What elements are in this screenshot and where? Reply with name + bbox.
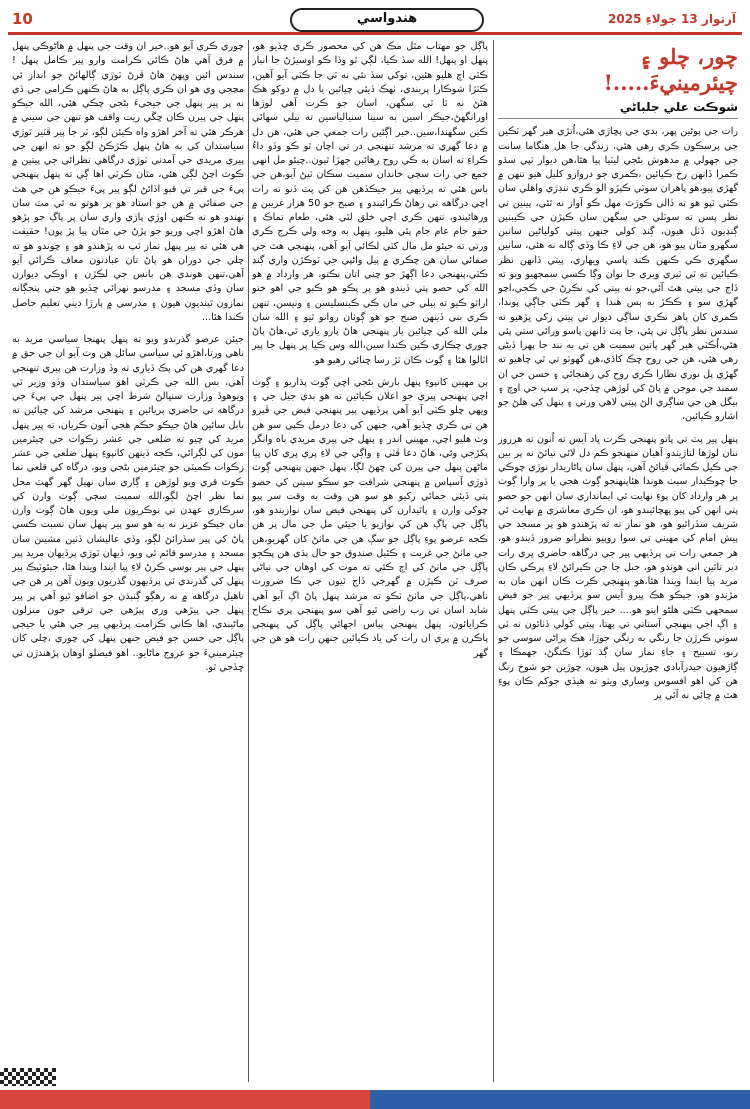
- header-rule: [8, 32, 742, 35]
- article-column-3: [12, 40, 244, 683]
- article-paragraph: چوري ڪري آيو هو..خير ان وقت جي پنهل ۾ هاڻوڪي پنهل ۾ فرق آهي هاڻ ڪائي ڪرامت وارو پير ڪامل پنهل ! سندس ائين وپهڻ هاڻ ڦرڻ ٽوڙي ڳالهائڻ جو انداز ئي مڃجي وي هو ان ڪري پاڳل به هاڻ ڪنهن ڪرامي جي ڏي نه پر پير پنهل جي جيجيءَ بڻجي چڪي هئي، الله جيڪو پنهل جي پيرن ڪان ڇڱي ريت واقف هو تنهن جي سيني ۾ هرڪر هئي ته آخر اهڙو واه ڪيئن لڳو، ٽر جا پير ڦٽير ٽوڙي سياستدان کي به هاڻ پنهل ڪڙڪڻ لڳو جو ته انهن جي پيري مريدي جي آمدني ٽوڙي درگاهي نظرائي جي پيتين ۾ ڪوٽ اڃڻ لڳي هئي، مٿان ڪرٽي اها ڳي ته پنهل پنهنجي پيءَ جي قبر تي قبو اڏائڻ لڳو پير پيءَ جيڪو هن جي هٿ جي صفائي ۾ هن جو استاد هو پر هوتو نه ئي مٽ سان نهندو هو نه ڪنهن اوڙي پاڙي واري سان پر پاڳ جو پڙهو هاڻ اهڙو اچي وريو جو پڙڻ جي مٿان پيا پڙ پون! حقيقت هي هئي ته پير پنهل نماز ٽپ نه پڙهندو هو ۽ چوندو هو ته چلي جي دوران هو پاڻ تان عبادتون معاف ڪرائي آيو آهي،تنهن هوندي هن بانس جي لڪڙن ۽ اوڪي ديوارن سان وڏي مسجد ۽ مدرسو نهرائي ڇڏيو هو جتي پنجڳانه نمازون ٿينديون هيون ۽ مدرسي ۾ ٻارڙا ديني تعليم حاصل ڪندا هئا...: [12, 41, 244, 323]
- article-paragraph: رات جي پوئين پهر، بدي جي پڇاڙي هئي،اُتڙي هير گهر ٽڪين جي پرسڪون ڪري رهي هئي، زندگي جا هل هنگاما سانت جي جهولي ۾ مدهوش بڻجي ليٽيا پيا هئا،هن ديوار ٽپي سڌو ڪمرا ڏانهن رخ ڪيائين ،ڪمري جو دروازو کليل هيو تنهن ۾ گهڙي پيو،هو پاهران سوٽي ڪپڙو الو ڪري ننڊڙي واهلي سان ڪٽي ٽپو هو ته ڏالي ڪوڙٿ مهل ڪو آواز نه ٿئي، پينين تي نظر پسن ته سوٽلي جي سگهن سان ڪپڙن جي ڪيبنين ڳنڍيون ڏٺل هيون، ڳنڍ کولي جنهن پيتي کولياڻين سانين سگهرو مٿان پيو هو، هن جي لاءِ ڪا وڏي ڳاله نه هئي، سانين سگهري ڪي ڪنهن ڪند پاسي ويهاري، پيتي ڏانهن نظر ڪيائين ته ٽي ٽيري ويري جا نوان وڳا ڪسي سمجهيو ويو ته ڏاج جي پيتي هٿ آئي،جو نه پيتي کي نڪرڻ جي ڪجي،اڃو گهڙي سو ۽ ڪڪڙ به ٻس هندا ۽ گهر ڪٽي جاڳي پوندا، ڪمري کان ٻاهر نڪري ساڳي ديوار تي پيتي رکي ڀڙهيو ته سندس نظر پاڳل تي پئي، جا پٽ ڏانهن پاسو ورائي ستي پئي هئي،اُڪٽي هير گهر پاتين سميت هن تي به نند جا پهرا ڏيڻي رهي هئي، هن جي روح ڇڪ کاڌي،هن گهوٽو تي ٿي چاهيو ته گهڙي پل نوري نظارا ڪري روح کي رهنجائي ۽ حسن جي ان سمند جي موجن ۾ پاڻ کي لوڙهي ڇڏجي، پر سپ جي اوچ ۽ بيگل هن جي ساڳري الڻ پيتي لاهي ورتي ۽ پنهل کي هلڻ جو اشارو ڪيائين،: [498, 126, 738, 423]
- masthead-logo: هندواسي: [290, 8, 484, 32]
- article-column-2: [252, 40, 488, 669]
- article-author: شوڪت علي جلباڻي: [498, 100, 738, 119]
- footer-strip-blue: [370, 1090, 750, 1109]
- article-paragraph: ٻن مهينن کانپوءِ پنهل بارش بڻجي اچي ڳوٺ پڌاريو ۽ ڳوٺ اچي پنهنجي پيري جو اعلان ڪيائين ته هو بدي جيل جي ۽ ويهي چلو ڪٽي آيو آهي پرڏيهي پير پنهنجي فيض جي ڦيرو هن تي ڪري ڇڏيو آهي، جنهن کي دعا درمل ڪپي سو هن وٽ هليو اچي، مهيني اندر ۽ پنهل جي پيري مريدي باه وانگر پکڙجي وئي، هاڻ دعا ڦٽي ۽ واڳي جي لاءِ پري پري کان پيا ماڻهن پنهل جي پيرن کي ڇهڻ لڳا، پنهل جنهن پنهنجي ڳوٺ ڏوڙي آسپاس ۾ پنهنجي شرافت جو سڪو سينن کي حصو پتي ڏيئي جمائي رکيو هو سو هن وقت به وقت سر پيو چوکي وارن ۽ پاٿيدارن کي پنهنجي فيض سان نوازيندو هو، پاڳل جي پاڳ هن کي نوازيو يا جيئي مل جي مال پر هن ڪجه عرصو پوءِ پاڳل جو سڳ هن جي ماٺڻ کان گهريو،هن جي ماٺڻ جي غربت ۽ ڪئيل صندوق جو حال ٻڌي هن پڪجو پاڳل جي ماٺڻ کي اچ ڪئي ته موت کي اوهان جي نياڻي صرف ٽن ڪپڙن ۾ گهرجي ڏاج ٽيون جي ڪا ضرورت ناهي،پاڳل جي ماٺڻ ٽڪو ته مرشد پنهل پاڻ اڳ آيو آهي شايد اسان تي رب راضي ٿيو آهي سو پنهنجي پري نڪاح ڪرايائون، پنهل پنهنجي پياس اجهائي پاڳل کي پنهنجي پاڪرن ۾ پري ان رات کي ياد ڪيائين جنهن رات هو هن جي گهر: [252, 376, 488, 659]
- column-divider: [248, 40, 249, 1082]
- footer-strip-red: [0, 1090, 370, 1109]
- page-header: [8, 6, 742, 32]
- article-column-1: [498, 40, 738, 711]
- page-number: 10: [12, 10, 33, 28]
- article-paragraph: پاڳل جو مهتاب مٿل مڪ هن کي محصور ڪري ڇڏيو هو، پنهل او پنهل! الله سڏ ڪيا، لڳي ٿو وڏا ڪو اوسيڙڻ جا انبار ڪٽي اچ هليو هئين، توکي سڏ نئي نه ٽي جا ڪٽي آيو آهين، ڪٽڙا شوڪارا پريندي، ٺهڪ ڏيئي چيائين يا دل ۾ دوکو هڪ هٿڻ نه ٿا ٿي سگهن، اسان جو ڪرت آهي لوڙها اورانگهڻ،جيڪر اسين به سينا سنيالياسين ته بيلي سهائي ڪين سگهندا،سين..خير اڳئين رات جمعي جي هئي، هن دل ۾ دعا گهري ته مرشد تنهنجي در تي اچان ٿو ڪو وڏو داءُ ڪراءِ ته اسان به ڪي روح رهائين جهڙا ٿيون..چيئو مل انهي جمع جي رات سڄي خاندان سميت سڪان ٽيڻ آيو،هن جي باس هئي ته پرڏيهي پير جيڪڏهن هن کي پٽ ڏنو ته رات اچي درگاهه تي رهاڻ ڪرائيندو ۽ صبح جو 50 هزار غريبن ۾ ورهائيندو، تنهن ڪري اچي خلق لٿي هئي، طعام تماڪ ۽ حقو جام عام جام پئي هليو، پنهل به وجه ولي ڪرج ڪري ورتي ته جيئو مل مال کٽي لڪائي آيو آهي، پنهنجي هٿ جي صفائي سان هن چڪري ۾ پيل واڻپي جي ٽوڪڙن واري ڳنڍ ڪٽي،پنهنجي دعا اڳهڙ جو ڇني اتان نڪتو، هر وارداد ۾ هو الله کي حصو پتي ڏيندو هو پر پڪو هو ڪبو جي اهو ختو اراثو ڪيو ته بيلي جي مان ڪي ڪينسليسن ۽ ونيسن، تنهن ڪري بني ڏينهن صبح جو هو ڳوٺان روانو ٿيو ۽ الله سان ملي الله کي چيائين يار پنهنجي هاڻ پارو ياري ٿي،هاڻ پاڻ چوري چڪاري ڪين ڪندا سين،الله وس ڪيا پر پنهل جا پير اٽالوا هئا ۽ ڳوٺ ڪان ٽڙ رسا ڇنائي رهيو هو.: [252, 41, 488, 366]
- checker-ornament: [0, 1068, 56, 1086]
- article-paragraph: پنهل پير پٽ تي پاتو پنهنجي ڪرت ڀاد آيس ته اُنون ته هرروز ننان لوڙها لتاڙيندو آهيان منهنجو ڪم دل لائي نيائڻ نه پر بين جي ڪيل ڪمائي ڦيائڻ آهي، پنهل سان پاڻاريدار نوڙي چوڪي جا چوڪيدار سيٺ هوندا هئاپنهنجو ڳوٺ هجي يا پر وارا ڳوٺ پر هر وارداد کان پوءِ نهايت ئي ايمانداري سان انهن جو حصو پتي انهن کي پيو پهچائيندو هو، ان ڪري معاشري ۾ نهايت ئي شريف سڏرائيو هو، هو نماز ته ته پڙهندو هو پر مسجد جي پيش امام کي مهيني تي سوا روپيو نظرانو ضرور ڏيندو هو، هر جمعي رات تي پرڏيهي پير جي درگاهه حاضري ڀري رات دير تائين اتي هوندو هو، جبل جا جن ڪيرائڻ لاءِ پرڪي ڪان مريد پيا ايندا ويندا هئا،هو پنهنجي ڪرت ڪان انهن مان به مڙندو هو، جيڪو هڪ ڀيرو آيس سو پرڏيهي پير جو فيض سمجهي ڪٽي هلڻو اينو هو.... خير پاڳل جي پيتي ڪٽي پنهل ۽ اڳ اجي پنهنجي آستاني تي پهتا، پيتي کولي ڏٺائون ته ٽي سوني ڪرڙن جا رنگي به رنگي جوڙا، هڪ پراڻي سوسي جو رنو، تسبيح ۽ جاءِ نماز سان ڳڌ ٽوڙا ڪنگڻ، جهمڪا ۽ ڳاڙهيون حيدرآبادي چوڙيون پيل هيون، چوڙين جو شوخ رنگ هن کي اهو افسوس وساري ويٺو ته هيڏي جوکم ڪان پوءِ هٿ ۾ ڇائي نه آئي پر: [498, 433, 738, 701]
- column-divider: [493, 40, 494, 1082]
- article-paragraph: جيئن عرصو گذرندو ويو ته پنهل پنهنجا سياسي مريد به ناهي ورتا،اهڙو ئي سياسي سائل هن وٽ آيو ان جي حق ۾ دعا گهري هن کي پڪ ڏياري ته وڏ وزارت هن پيري تنهنجي آهي، بس الله جي ڪرٽي اهو سياستدان وڏو وزير ٿي ويوهوڏ وزارت سنڀالڻ شرط اچي پير پنهل جي پيءَ جي درگاهه تي حاضري پريائين ۽ پنهنجي مرشد کي چيائين ته بابل سائين هاڻ جيڪو حڪم هجي آنون ڪريان، ته پير پنهل مريد کي چيو ته ضلعي جي عشر زڪوات جي چيئرمين مون کي لڳرائي، ڪجه ڏينهن کانپوءِ پنهل ضلعي جي عشر زڪوات ڪميٽي جو چيئرمين بڻجي ويو، درگاه کي قلعي نما ڪوٽ قري ويو لوڙهن ۽ ڳاري سان نهيل گهر گهٽ محل نما نظر اچڻ لڳو،الله سميت سڄي ڳوٺ وارن کي سرڪاري عهدن تي نوڪريون ملي ويون هاڻ ڳوٺ وارن مان جيڪو عزيز نه به هو سو پير پنهل سان نسبت ڪسي پاڻ کي پير سڏرائڻ لڳو، وڏي عاليشان ڏٺين مشينن سان مسجد ۽ مدرسو قائم ٿي ويو، ڏيهان ٽوڙي پرڏيهان مريد پير پنهل جي پير بوسي ڪرڻ لاءِ پيا ايندا ويندا هئا، جيئوٽيڪ پير پنهل کي گذرندي ٽي پرڏيهون گذريون ويون آهن پر هن جي ناهيل درگاهه ۾ نه رهڳو ڳنبذن جو اضافو ٿيو آهي پر پير پنهل جي پيڙهي وري پيڙهي جي ترقي جون منزلون ماڻيندي، اها ڪاني ڪرامت پرڏيهي پير جي هئي يا جيجي پاڳل جي حسن جو فيض جنهن پنهل کي چوري ،چلي کان چيئرمينيءَ جو عروج ماڻايو.. اهو فيصلو اوهان پڙهندڙن تي ڇڏجي ٿو.: [12, 334, 244, 673]
- article-headline: چور، چلو ۽ چيئرمينيءَ.....!: [603, 44, 738, 95]
- issue-date: آرتوار 13 جولاءِ 2025: [608, 12, 736, 26]
